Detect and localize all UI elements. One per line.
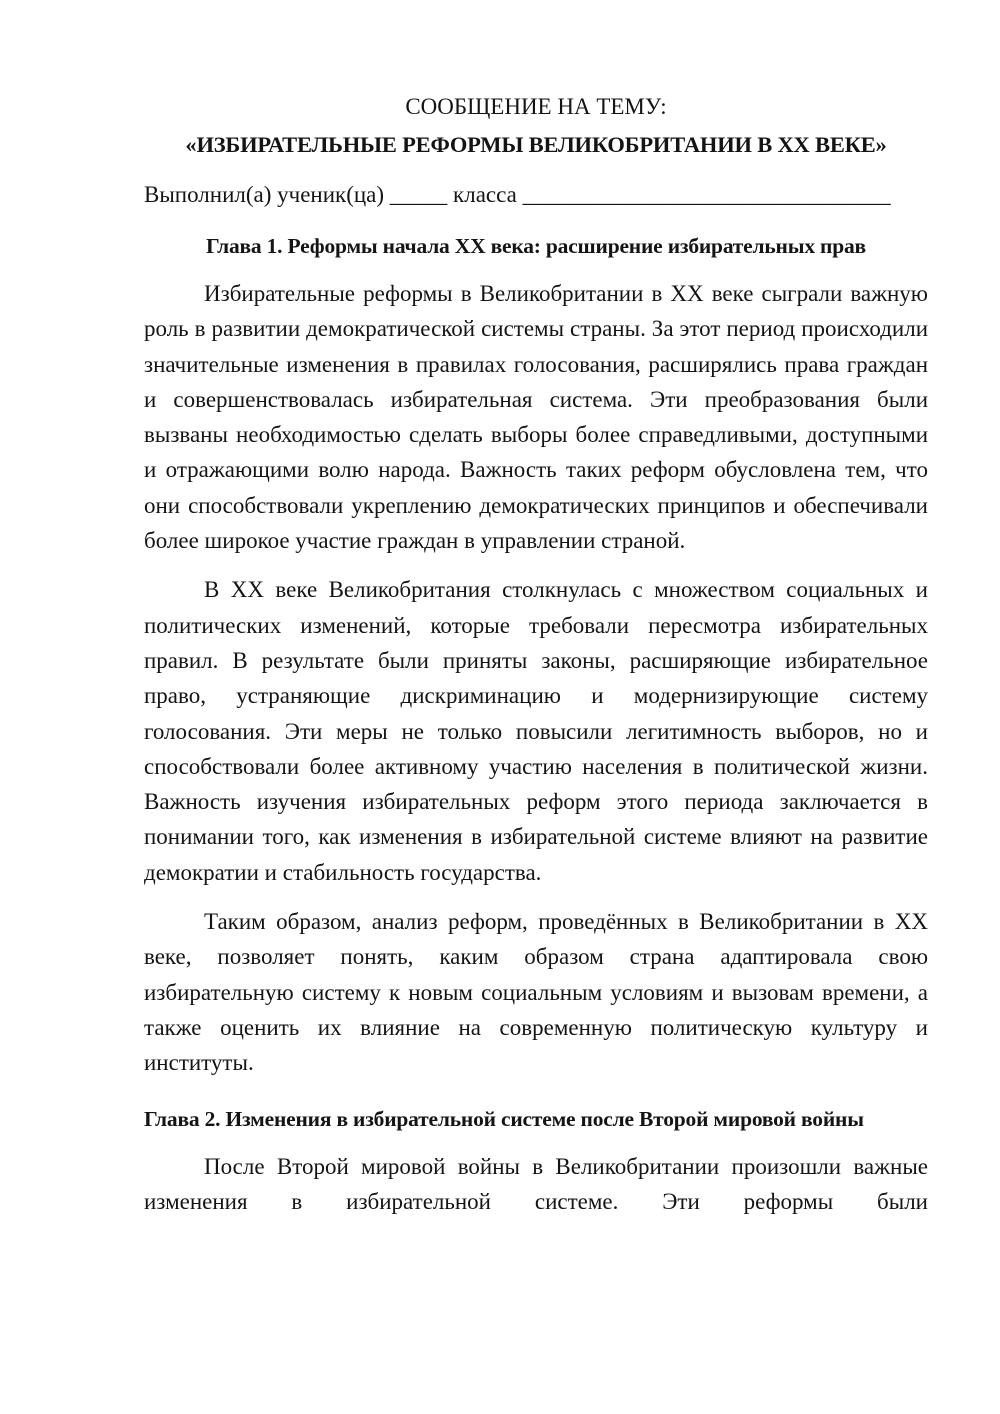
document-header: СООБЩЕНИЕ НА ТЕМУ: bbox=[405, 94, 667, 119]
document-page bbox=[144, 90, 928, 1219]
paragraph: После Второй мировой войны в Великобритании произошли важные изменения в избирательной системе. Эти реформы были bbox=[144, 1153, 928, 1214]
paragraph: В XX веке Великобритания столкнулась с множеством социальных и политических изменений, которые требовали пересмотра избирательных правил. В результате были приняты законы, расширяющие избирательное право, устраняющие дискриминацию и модернизирующие систему голосования. Эти меры не только повысили легитимность выборов, но и способствовали более активному участию населения в политической жизни. Важность изучения избирательных реформ этого периода заключается в понимании того, как изменения в избирательной системе влияют на развитие демократии и стабильность государства. bbox=[144, 577, 928, 885]
paragraph: Таким образом, анализ реформ, проведённых в Великобритании в XX веке, позволяет понять, каким образом страна адаптировала свою избирательную систему к новым социальным условиям и вызовам времени, а также оценить их влияние на современную политическую культуру и институты. bbox=[144, 909, 928, 1076]
chapter-1-body bbox=[144, 276, 928, 1081]
chapter-2-heading: Глава 2. Изменения в избирательной системе после Второй мировой войны bbox=[144, 1106, 864, 1131]
chapter-2-body bbox=[144, 1149, 928, 1220]
author-line: Выполнил(а) ученик(ца) _____ класса ________________________________ bbox=[144, 182, 891, 207]
paragraph: Избирательные реформы в Великобритании в XX веке сыграли важную роль в развитии демократической системы страны. За этот период происходили значительные изменения в правилах голосования, расширялись права граждан и совершенствовалась избирательная система. Эти преобразования были вызваны необходимостью сделать выборы более справедливыми, доступными и отражающими волю народа. Важность таких реформ обусловлена тем, что они способствовали укреплению демократических принципов и обеспечивали более широкое участие граждан в управлении страной. bbox=[144, 281, 928, 554]
document-title: «ИЗБИРАТЕЛЬНЫЕ РЕФОРМЫ ВЕЛИКОБРИТАНИИ В XX ВЕКЕ» bbox=[185, 132, 887, 157]
chapter-1-heading: Глава 1. Реформы начала XX века: расширение избирательных прав bbox=[206, 234, 866, 258]
